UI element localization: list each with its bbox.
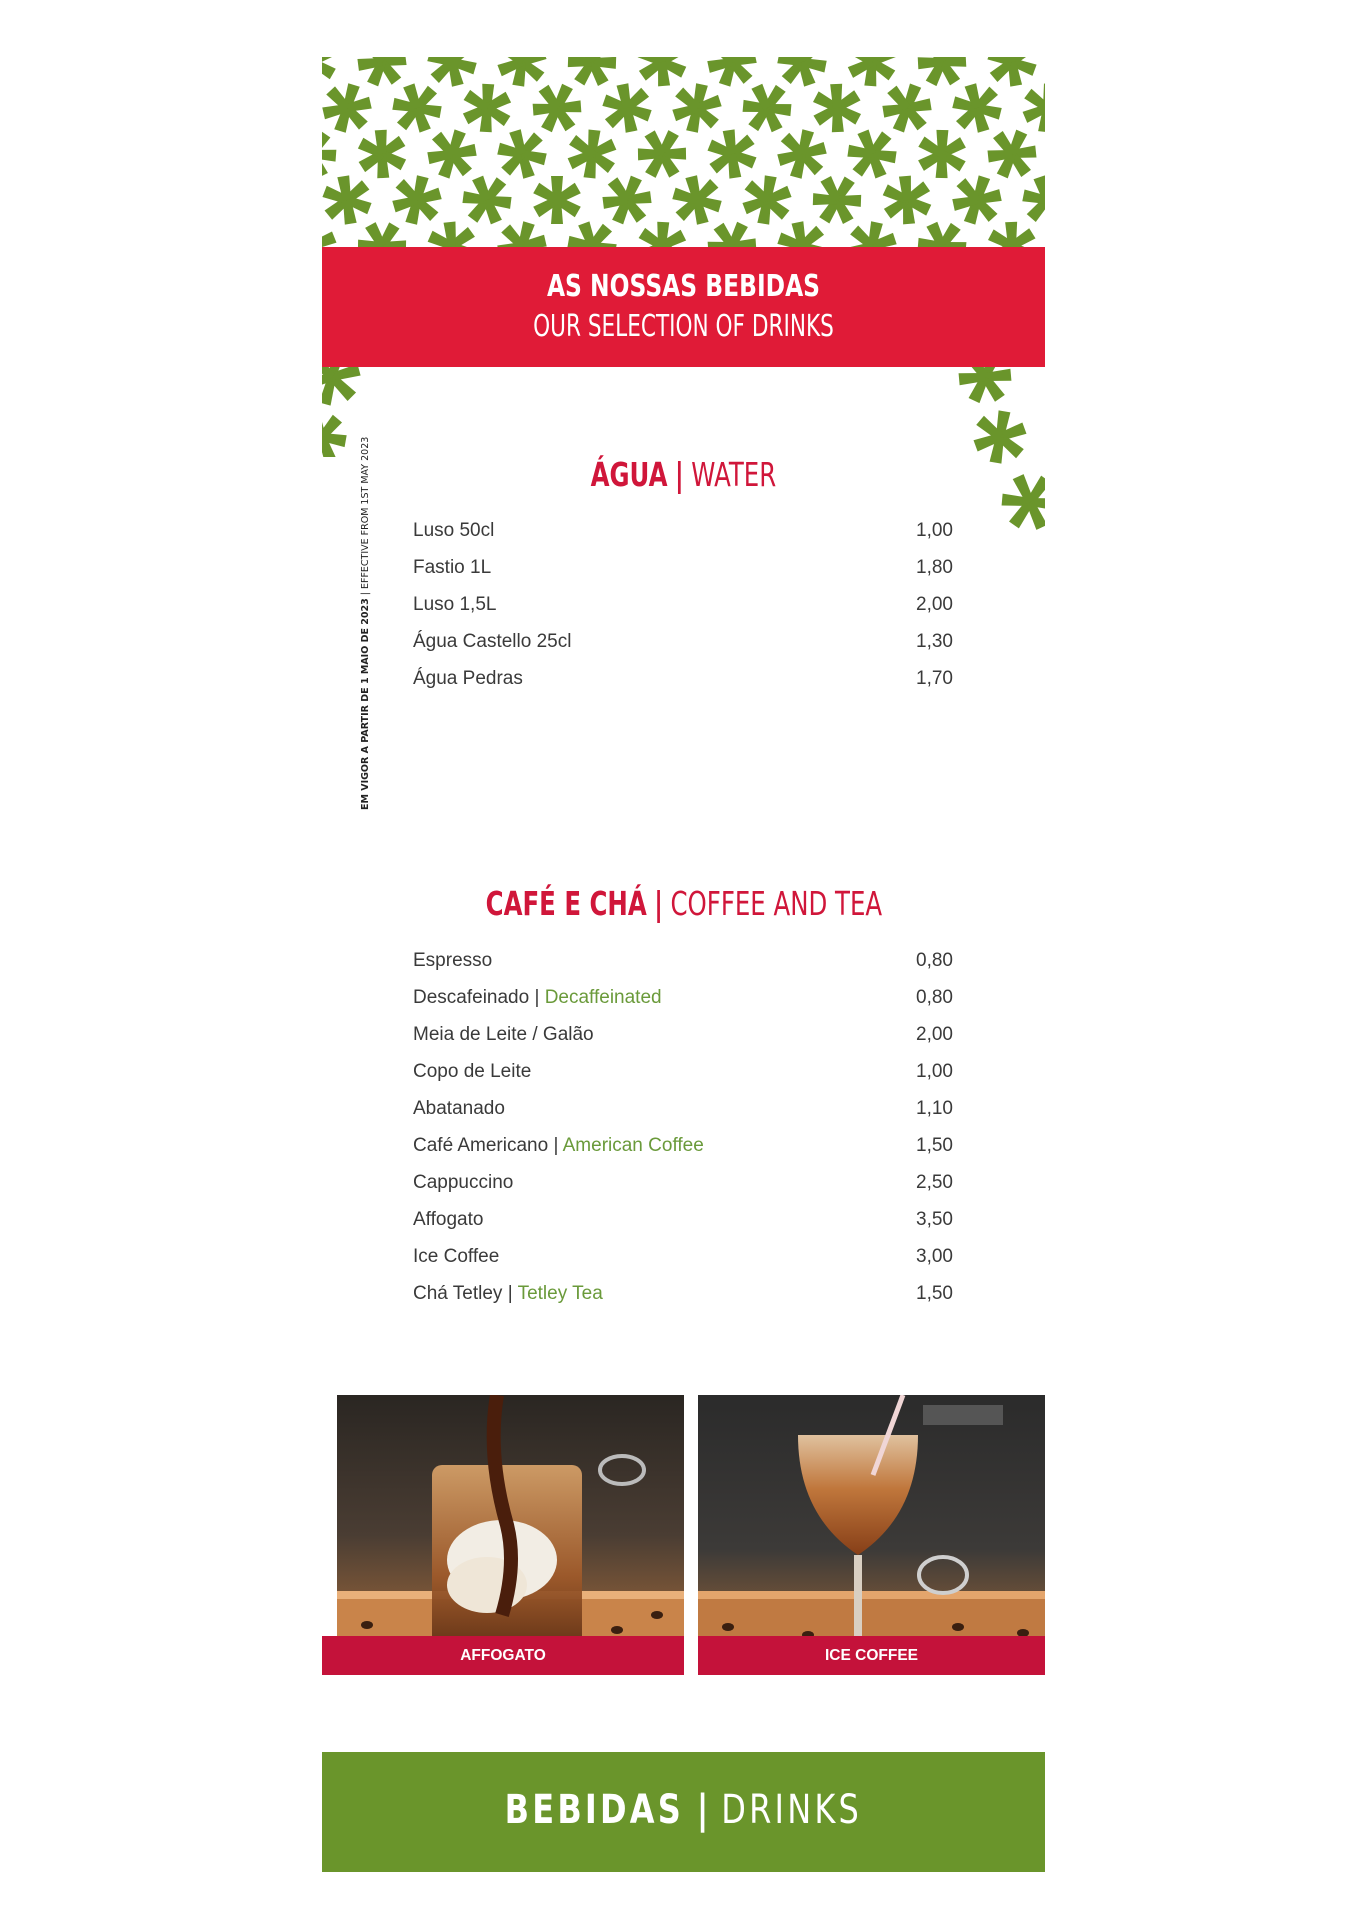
section-title-pt: ÁGUA — [590, 455, 668, 494]
section-title-water — [322, 455, 1045, 494]
affogato-caption: AFFOGATO — [322, 1636, 684, 1675]
affogato-photo — [337, 1395, 684, 1675]
menu-item — [413, 1092, 953, 1129]
asterisk-shape — [596, 169, 659, 232]
menu-item — [413, 1277, 953, 1314]
section-title-separator: | — [675, 455, 684, 494]
asterisk-shape — [740, 173, 794, 228]
item-price: 0,80 — [916, 950, 953, 971]
item-price: 1,30 — [916, 631, 953, 652]
menu-item — [413, 1018, 953, 1055]
effective-date-en: EFFECTIVE FROM 1ST MAY 2023 — [360, 436, 371, 590]
footer-banner — [322, 1752, 1045, 1872]
asterisk-shape — [1020, 81, 1045, 134]
ice-coffee-photo — [698, 1395, 1045, 1675]
item-name: Copo de Leite — [413, 1061, 532, 1082]
asterisk-shape — [918, 130, 966, 179]
asterisk-shape — [734, 75, 800, 142]
item-name: Ice Coffee — [413, 1246, 500, 1267]
item-price: 1,10 — [916, 1098, 953, 1119]
asterisk-shape — [981, 122, 1044, 185]
item-price: 3,50 — [916, 1209, 953, 1230]
menu-item — [413, 662, 953, 699]
item-name: Meia de Leite / Galão — [413, 1024, 594, 1045]
asterisk-shape — [951, 367, 1019, 411]
item-price: 1,70 — [916, 668, 953, 689]
asterisk-shape — [383, 74, 450, 141]
item-price: 1,50 — [916, 1283, 953, 1304]
asterisk-shape — [349, 213, 414, 247]
asterisk-shape — [874, 167, 941, 233]
item-price: 1,00 — [916, 520, 953, 541]
asterisk-shape — [322, 219, 339, 247]
asterisk-shape — [838, 120, 905, 187]
asterisk-shape — [773, 125, 831, 184]
item-name: Fastio 1L — [413, 557, 492, 578]
asterisk-shape — [349, 121, 415, 187]
effective-date-pt: EM VIGOR A PARTIR DE 1 MAIO DE 2023 — [360, 598, 371, 810]
item-price: 3,00 — [916, 1246, 953, 1267]
asterisk-pattern-left — [322, 367, 392, 457]
asterisk-shape — [630, 121, 695, 186]
asterisk-shape — [593, 74, 660, 141]
asterisk-shape — [698, 120, 765, 187]
item-name-en: Decaffeinated — [544, 987, 662, 1008]
item-price: 0,80 — [916, 987, 953, 1008]
asterisk-shape — [876, 77, 938, 139]
item-name: Abatanado — [413, 1098, 505, 1119]
effective-date-note — [360, 436, 380, 810]
menu-item — [413, 1203, 953, 1240]
item-name-en: Tetley Tea — [517, 1283, 603, 1304]
asterisk-shape — [525, 76, 589, 140]
asterisk-shape — [947, 170, 1007, 230]
section-title-separator: | — [653, 884, 663, 923]
asterisk-shape — [669, 80, 726, 137]
item-name: Água Pedras — [413, 668, 523, 689]
asterisk-shape — [566, 128, 618, 181]
asterisk-shape — [322, 166, 381, 233]
item-name: Café Americano | American Coffee — [413, 1135, 704, 1156]
section-title-coffee-tea — [322, 884, 1045, 923]
header-title-pt: AS NOSSAS BEBIDAS — [546, 269, 821, 304]
asterisk-shape — [533, 176, 581, 224]
footer-title-en: DRINKS — [721, 1787, 863, 1833]
asterisk-shape — [492, 216, 552, 247]
menu-item — [413, 514, 953, 551]
menu-item — [413, 1166, 953, 1203]
asterisk-shape — [488, 120, 556, 188]
section-title-en: COFFEE AND TEA — [670, 884, 882, 923]
asterisk-shape — [322, 403, 356, 457]
effective-date-separator: | — [360, 592, 371, 596]
menu-item — [413, 588, 953, 625]
item-price: 1,50 — [916, 1135, 953, 1156]
item-name: Chá Tetley | Tetley Tea — [413, 1283, 603, 1304]
coffee-tea-menu-list — [413, 944, 953, 1314]
item-price: 2,00 — [916, 1024, 953, 1045]
item-name: Descafeinado | Decaffeinated — [413, 987, 662, 1008]
item-name: Luso 50cl — [413, 520, 495, 541]
section-title-en: WATER — [691, 455, 777, 494]
asterisk-shape — [844, 218, 901, 247]
menu-item — [413, 551, 953, 588]
item-price: 2,50 — [916, 1172, 953, 1193]
item-name: Espresso — [413, 950, 493, 971]
item-name: Affogato — [413, 1209, 484, 1230]
menu-item — [413, 1055, 953, 1092]
ice-coffee-caption: ICE COFFEE — [698, 1636, 1045, 1675]
asterisk-shape — [421, 123, 482, 184]
asterisk-shape — [454, 167, 521, 234]
asterisk-pattern-top — [322, 57, 1045, 247]
footer-title-separator: | — [696, 1787, 709, 1833]
asterisk-pattern-right — [945, 367, 1045, 537]
item-price: 1,00 — [916, 1061, 953, 1082]
asterisk-shape — [388, 171, 446, 229]
asterisk-shape — [804, 167, 870, 233]
menu-item — [413, 1129, 953, 1166]
asterisk-shape — [637, 221, 687, 247]
item-name: Água Castello 25cl — [413, 631, 572, 652]
menu-item — [413, 625, 953, 662]
menu-item — [413, 1240, 953, 1277]
asterisk-shape — [943, 74, 1011, 142]
asterisk-shape — [462, 83, 512, 133]
menu-item — [413, 981, 953, 1018]
header-banner — [322, 247, 1045, 367]
item-name-en: American Coffee — [562, 1135, 704, 1156]
section-title-pt: CAFÉ E CHÁ — [485, 884, 647, 923]
item-price: 1,80 — [916, 557, 953, 578]
asterisk-shape — [847, 57, 898, 88]
asterisk-shape — [663, 166, 731, 234]
item-name: Luso 1,5L — [413, 594, 497, 615]
asterisk-shape — [322, 367, 366, 411]
header-title-en: OUR SELECTION OF DRINKS — [533, 309, 834, 344]
footer-title-pt: BEBIDAS — [504, 1787, 685, 1833]
asterisk-shape — [322, 57, 336, 86]
asterisk-shape — [1013, 166, 1045, 233]
item-price: 2,00 — [916, 594, 953, 615]
item-name: Cappuccino — [413, 1172, 514, 1193]
menu-item — [413, 944, 953, 981]
asterisk-shape — [700, 214, 764, 247]
asterisk-shape — [702, 57, 762, 92]
asterisk-shape — [629, 57, 696, 95]
asterisk-shape — [804, 75, 870, 141]
asterisk-shape — [322, 78, 377, 138]
water-menu-list — [413, 514, 953, 699]
asterisk-shape — [495, 57, 549, 89]
